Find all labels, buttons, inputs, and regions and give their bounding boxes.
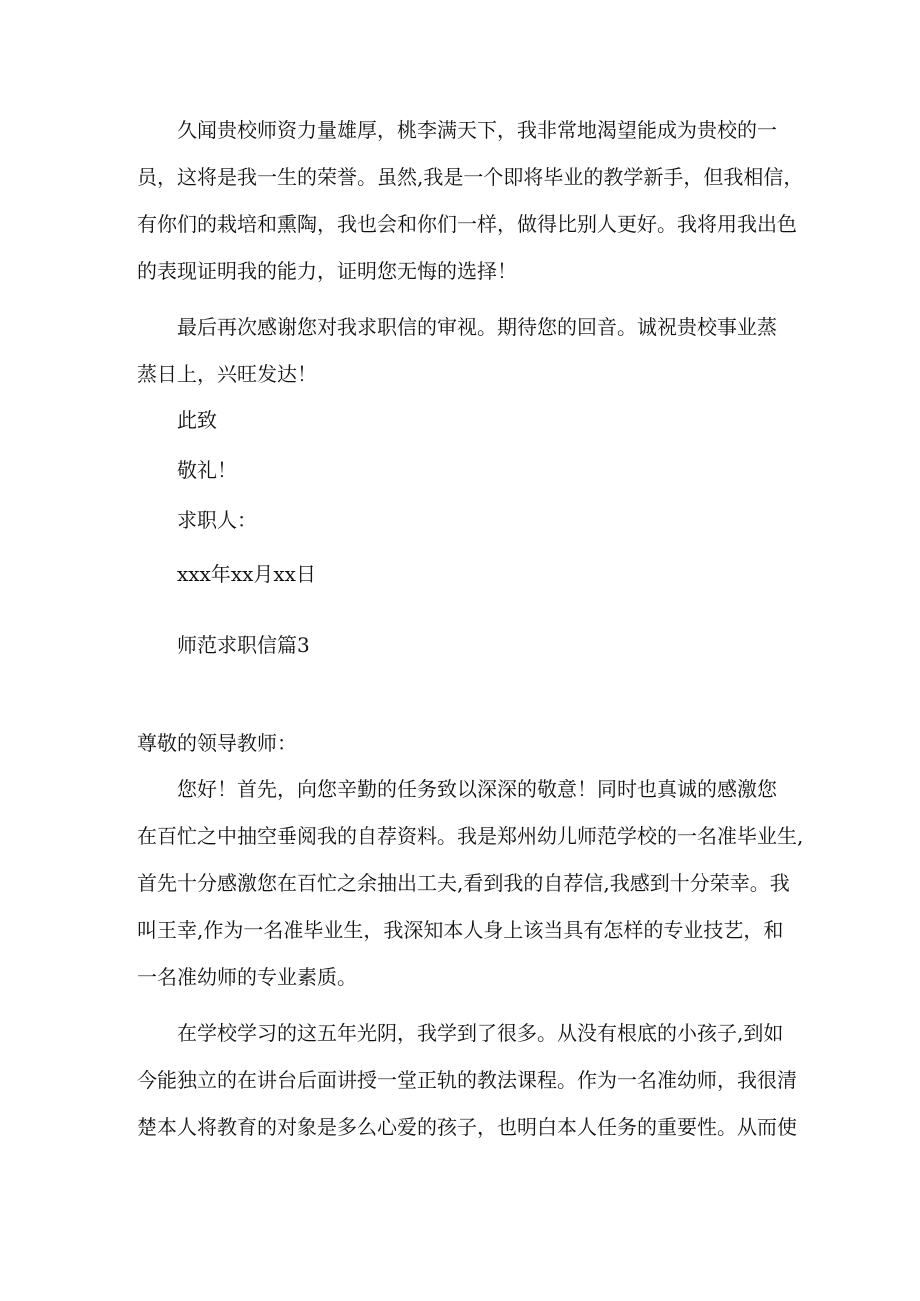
body-text-line: 久闻贵校师资力量雄厚，桃李满天下，我非常地渴望能成为贵校的一 — [177, 118, 777, 142]
date-line: xxx年xx月xx日 — [177, 562, 316, 586]
body-text-line: 最后再次感谢您对我求职信的审视。期待您的回音。诚祝贵校事业蒸 — [177, 315, 777, 339]
body-text-line: 首先十分感激您在百忙之余抽出工夫,看到我的自荐信,我感到十分荣幸。我 — [137, 871, 790, 895]
closing-salutation: 此致 — [177, 408, 217, 432]
body-text-line: 员，这将是我一生的荣誉。虽然,我是一个即将毕业的教学新手，但我相信， — [137, 165, 804, 189]
body-text-line: 在百忙之中抽空垂阅我的自荐资料。我是郑州幼儿师范学校的一名准毕业生, — [137, 824, 804, 848]
body-text-line: 的表现证明我的能力，证明您无悔的选择！ — [137, 259, 517, 283]
body-text-line: 蒸日上，兴旺发达！ — [137, 362, 317, 386]
closing-regards: 敬礼！ — [177, 458, 237, 482]
body-text-line: 有你们的栽培和熏陶，我也会和你们一样，做得比别人更好。我将用我出色 — [137, 212, 797, 236]
body-text-line: 在学校学习的这五年光阴，我学到了很多。从没有根底的小孩子,到如 — [177, 1021, 784, 1045]
body-text-line: 一名准幼师的专业素质。 — [137, 965, 357, 989]
body-text-line: 您好！首先，向您辛勤的任务致以深深的敬意！同时也真诚的感激您 — [177, 777, 777, 801]
applicant-label: 求职人： — [177, 508, 257, 532]
greeting-line: 尊敬的领导教师： — [137, 731, 297, 755]
body-text-line: 叫王幸,作为一名准毕业生，我深知本人身上该当具有怎样的专业技艺，和 — [137, 918, 784, 942]
section-title: 师范求职信篇3 — [177, 633, 310, 657]
body-text-line: 今能独立的在讲台后面讲授一堂正轨的教法课程。作为一名准幼师，我很清 — [137, 1068, 797, 1092]
body-text-line: 楚本人将教育的对象是多么心爱的孩子，也明白本人任务的重要性。从而使 — [137, 1115, 797, 1139]
